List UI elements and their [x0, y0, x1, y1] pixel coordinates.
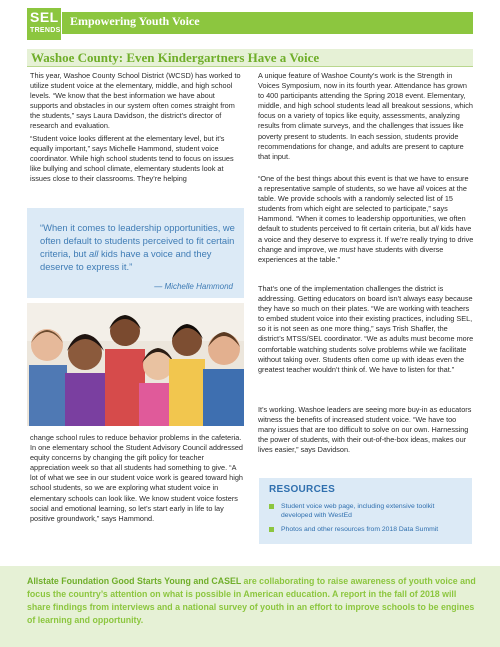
- bullet-square-icon: [269, 504, 274, 509]
- left-paragraph-1: This year, Washoe County School District (WCSD) has worked to utilize student voice at the elementary, middle, and high school levels. “We know that the best information we have about supports and obstacles in our system often comes straight from the students,” says Laura Davidson, the district’s director of research and evaluation.: [30, 71, 241, 131]
- resource-link-text[interactable]: Photos and other resources from 2018 Data Summit: [281, 526, 439, 533]
- right-p2-part-a: “One of the best things about this event is that we have to ensure a representative sample of students, so we have: [258, 174, 469, 194]
- headline-text: Washoe County: Even Kindergartners Have a Voice: [31, 50, 320, 65]
- right-p2-part-b: voices at the table. We provide schools with a randomly selected list of 15 students from which eight are selected to participate,” says Hammond. “When it comes to leadership opportunities, we often default to students perceived to fit certain criteria, but: [258, 184, 467, 234]
- pull-quote-emphasis: all: [88, 248, 99, 259]
- right-p2-emphasis-1: all: [416, 184, 424, 194]
- pull-quote: [27, 208, 244, 298]
- article-headline: [27, 49, 473, 67]
- right-paragraph-2: [258, 174, 474, 265]
- series-title: Empowering Youth Voice: [70, 14, 200, 28]
- resources-title: RESOURCES: [269, 484, 336, 495]
- bullet-square-icon: [269, 527, 274, 532]
- footer-body: are collaborating to raise awareness of youth voice and focus the country’s attention on what is possible in American education. A report in the fall of 2018 will share findings from interviews and a national survey of youth in an effort to improve schools to be engines of learning and opportunity.: [27, 576, 476, 625]
- right-paragraph-3: That’s one of the implementation challenges the district is addressing. Getting educators on board isn’t always easy because they have so much on their plates. “We are working with teachers to embed student voice into their existing practices, including SEL, so it is not seen as one more thing,” says Trish Shaffer, the district’s MTSS/SEL coordinator. “We as adults must become more comfortable watching students solve problems while we facilitate without taking over. Students often come up with ideas even the greatest teacher wouldn’t think of. We have to listen for that.”: [258, 284, 474, 374]
- pull-quote-text: [40, 221, 236, 273]
- right-p2-emphasis-3: must: [339, 244, 356, 254]
- right-paragraph-4: It’s working. Washoe leaders are seeing more buy-in as educators witness the benefits of increased student voice. “We have too many issues that are too difficult to solve on our own. Harnessing the power of students, with their out-of-the-box ideas, makes our lives easier,” says Davidson.: [258, 405, 472, 455]
- resource-link-text[interactable]: Student voice web page, including extensive toolkit developed with WestEd: [281, 503, 435, 519]
- footer-lead: Allstate Foundation Good Starts Young and CASEL: [27, 576, 242, 586]
- pull-quote-part-a: “When it comes to leadership opportunities, we often default to students perceived to fit certain criteria, but: [40, 222, 235, 259]
- right-p2-part-d: have students with diverse experiences at the table.”: [258, 244, 444, 264]
- footer-banner: [0, 566, 500, 647]
- left-paragraph-2: “Student voice looks different at the elementary level, but it’s equally important,” says Michelle Hammond, student voice coordinator. While high school students tend to focus on issues like bullying and school climate, elementary students look at issues close to their classrooms. They’re helping: [30, 134, 234, 184]
- footer-text: [27, 575, 477, 627]
- resources-box: [259, 478, 472, 544]
- sel-trends-logo: [27, 8, 61, 40]
- students-photo: [27, 303, 244, 426]
- students-illustration: [27, 303, 244, 426]
- right-p2-emphasis-2: all: [431, 224, 439, 234]
- logo-text-sub: TRENDS: [30, 27, 61, 34]
- pull-quote-attribution: — Michelle Hammond: [154, 282, 233, 291]
- page-header: [0, 0, 500, 44]
- pull-quote-part-b: kids have a voice and they deserve to express it.”: [40, 248, 212, 272]
- right-p2-part-c: kids have a voice and they deserve to express it. If we’re really trying to drive change and improve, we: [258, 224, 474, 254]
- logo-text-main: SEL: [30, 9, 59, 25]
- right-paragraph-1: A unique feature of Washoe County’s work is the Strength in Voices Symposium, now in its fourth year. Attendance has grown to 400 participants attending the Spring 2018 event. Elementary, middle, and high school students lead all breakout sessions, which focus on a variety of topics like equity, assessments, analyzing results from climate surveys, and the challenges that issues like poverty present to students. In each session, students provide recommendations for change, and adults are present to capture that input.: [258, 71, 473, 161]
- left-paragraph-3: change school rules to reduce behavior problems in the cafeteria. In one elementary school the Student Advisory Council addressed equity concerns by changing the gift policy for teacher appreciation week so that all students had something to give. “A lot of what we see in our student voice work is geared toward high school students, so we are exploring what student voice in elementary schools can look like. We know student voice fosters social and emotional learning, so let’s start early in life to lay positive groundwork,” says Hammond.: [30, 433, 243, 523]
